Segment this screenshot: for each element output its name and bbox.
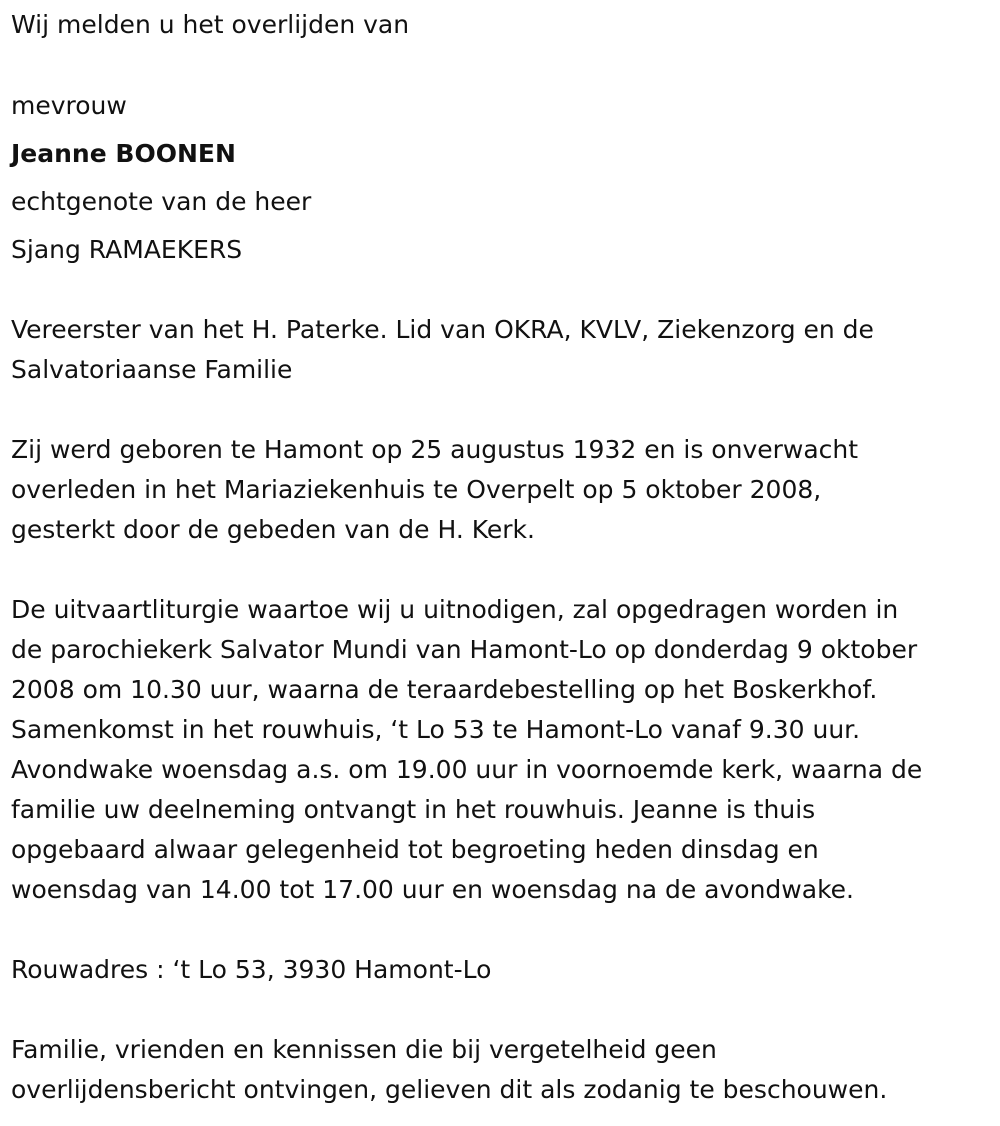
paragraph-line: Samenkomst in het rouwhuis, ‘t Lo 53 te Hamont-Lo vanaf 9.30 uur.: [11, 715, 861, 744]
paragraph-line: De uitvaartliturgie waartoe wij u uitnodigen, zal opgedragen worden in: [11, 595, 899, 624]
paragraph-line: de parochiekerk Salvator Mundi van Hamont-Lo op donderdag 9 oktober: [11, 635, 918, 664]
relation-text: echtgenote van de heer: [11, 187, 312, 216]
paragraph-line: overleden in het Mariaziekenhuis te Overpelt op 5 oktober 2008,: [11, 475, 822, 504]
paragraph-line: familie uw deelneming ontvangt in het rouwhuis. Jeanne is thuis: [11, 795, 816, 824]
spouse-name: Sjang RAMAEKERS: [11, 235, 243, 264]
address-paragraph: [11, 950, 491, 990]
deceased-name: Jeanne BOONEN: [11, 139, 236, 168]
paragraph-line: Avondwake woensdag a.s. om 19.00 uur in voornoemde kerk, waarna de: [11, 755, 923, 784]
birth-death-paragraph: [11, 430, 858, 550]
paragraph-line: gesterkt door de gebeden van de H. Kerk.: [11, 515, 535, 544]
paragraph-line: overlijdensbericht ontvingen, gelieven dit als zodanig te beschouwen.: [11, 1075, 888, 1104]
closing-paragraph: [11, 1030, 887, 1110]
paragraph-line: Salvatoriaanse Familie: [11, 355, 293, 384]
intro-text: Wij melden u het overlijden van: [11, 10, 410, 39]
paragraph-line: woensdag van 14.00 tot 17.00 uur en woensdag na de avondwake.: [11, 875, 854, 904]
memberships-paragraph: [11, 310, 874, 390]
paragraph-line: 2008 om 10.30 uur, waarna de teraardebestelling op het Boskerkhof.: [11, 675, 878, 704]
mourning-address: Rouwadres : ‘t Lo 53, 3930 Hamont-Lo: [11, 955, 492, 984]
paragraph-line: Vereerster van het H. Paterke. Lid van OKRA, KVLV, Ziekenzorg en de: [11, 315, 874, 344]
paragraph-line: Zij werd geboren te Hamont op 25 augustus 1932 en is onverwacht: [11, 435, 859, 464]
paragraph-line: Familie, vrienden en kennissen die bij vergetelheid geen: [11, 1035, 717, 1064]
funeral-paragraph: [11, 590, 922, 910]
paragraph-line: opgebaard alwaar gelegenheid tot begroeting heden dinsdag en: [11, 835, 819, 864]
honorific: mevrouw: [11, 91, 127, 120]
